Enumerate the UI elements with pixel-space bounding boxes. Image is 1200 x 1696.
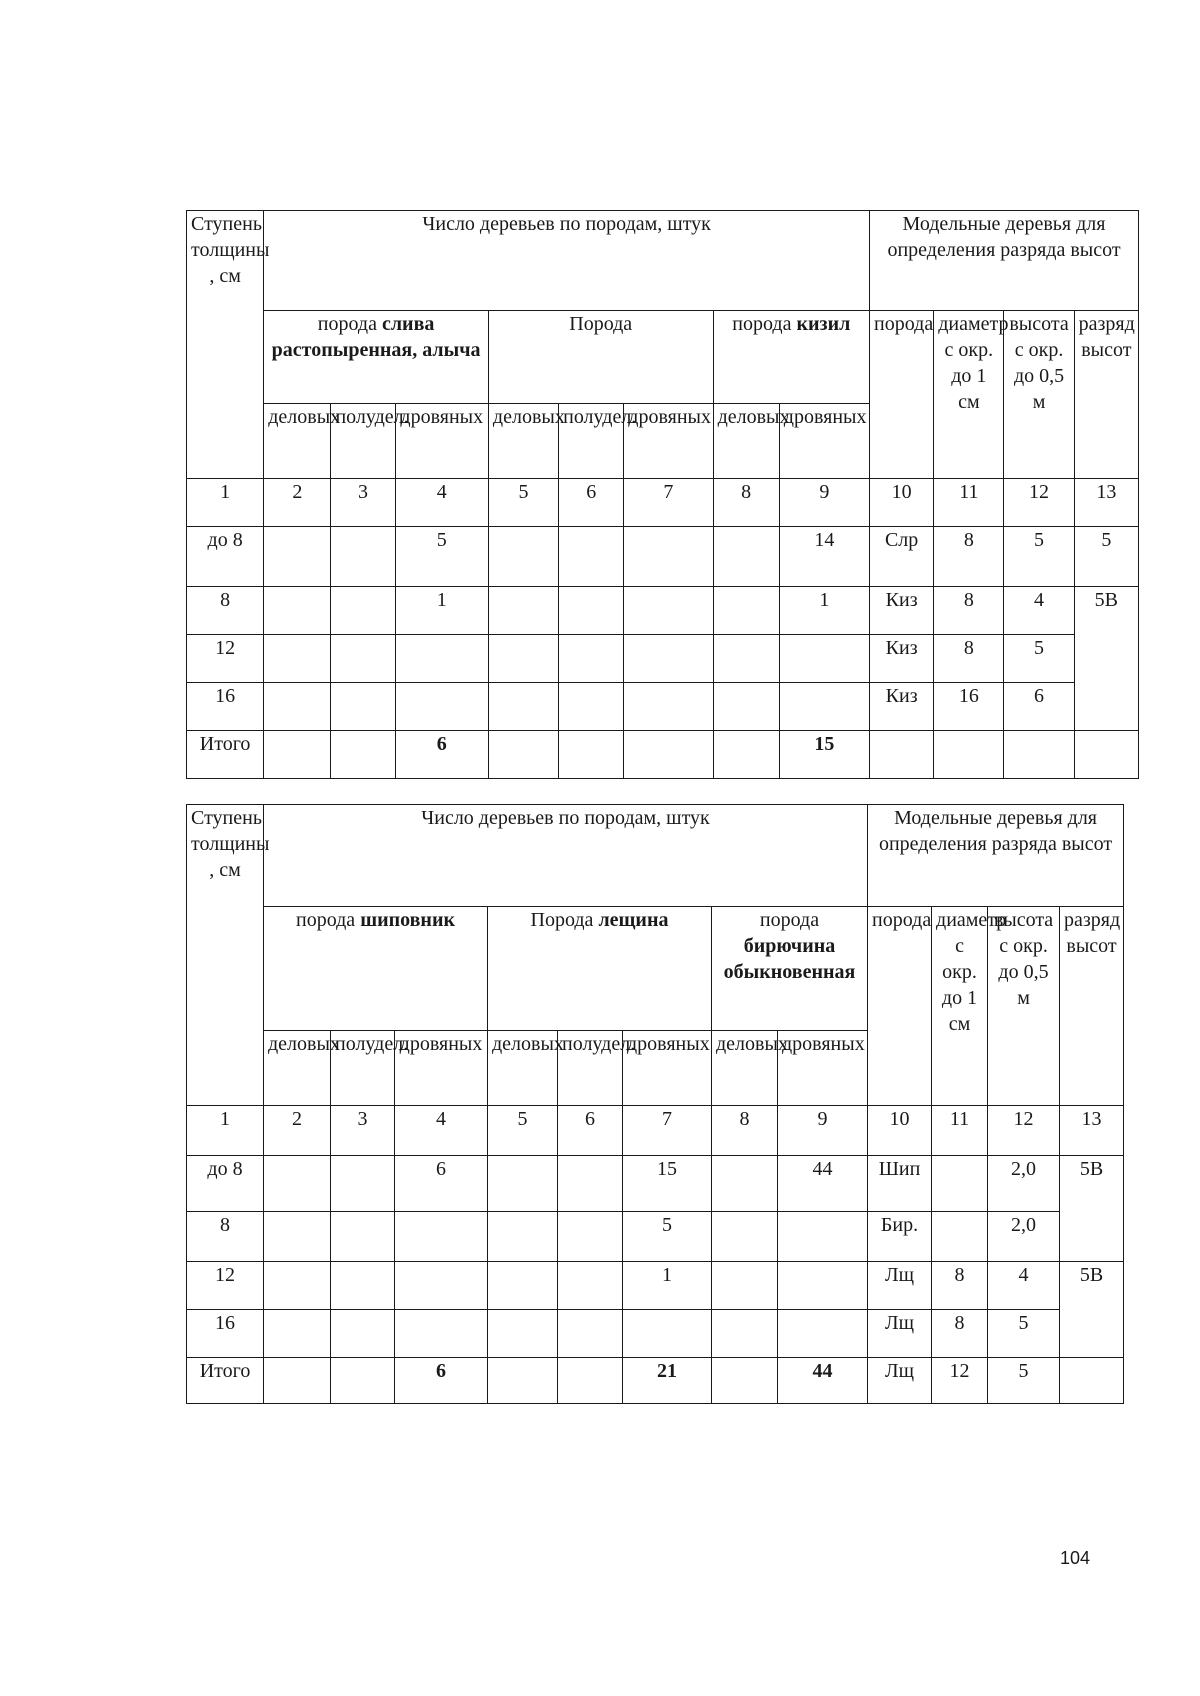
header-height: высота с окр. до 0,5 м: [988, 907, 1060, 1106]
height-cell: 2,0: [988, 1212, 1060, 1262]
header-height: высота с окр. до 0,5 м: [1004, 311, 1074, 479]
diameter-cell: 8: [934, 527, 1004, 587]
height-cell: 5: [988, 1358, 1060, 1404]
table-row: [187, 1212, 1124, 1262]
data-cell: [264, 1310, 331, 1358]
rank-cell: 5В: [1060, 1262, 1124, 1358]
data-cell: [1060, 1358, 1124, 1404]
subheader-cell: полудел.: [331, 1031, 395, 1106]
data-cell: [712, 1156, 778, 1212]
data-cell: [331, 1358, 395, 1404]
total-label: Итого: [187, 1358, 264, 1404]
data-cell: [624, 683, 713, 731]
data-cell: [488, 527, 558, 587]
column-number: 7: [623, 1106, 712, 1156]
header-thickness-step: Ступень толщины , см: [187, 211, 264, 479]
subheader-cell: деловых: [488, 1031, 558, 1106]
column-number: 8: [712, 1106, 778, 1156]
column-number: 4: [395, 1106, 488, 1156]
subheader-cell: дровяных: [395, 1031, 488, 1106]
header-height-rank: разряд высот: [1060, 907, 1124, 1106]
data-cell: [488, 1310, 558, 1358]
total-row: [187, 1358, 1124, 1404]
column-number-row: [187, 1106, 1124, 1156]
subheader-cell: дровяных: [778, 1031, 868, 1106]
data-cell: 6: [395, 1156, 488, 1212]
data-cell: [870, 731, 934, 779]
subheader-cell: полудел.: [331, 404, 395, 479]
header-thickness-step: Ступень толщины , см: [187, 805, 264, 1106]
height-cell: 5: [988, 1310, 1060, 1358]
poroda-cell: Лщ: [868, 1262, 932, 1310]
column-number: 3: [331, 479, 395, 527]
data-cell: [559, 587, 624, 635]
column-number: 10: [870, 479, 934, 527]
column-number: 10: [868, 1106, 932, 1156]
data-cell: [778, 1212, 868, 1262]
header-poroda: порода: [870, 311, 934, 479]
column-number: 7: [624, 479, 713, 527]
header-diameter: диаметр с окр. до 1 см: [932, 907, 988, 1106]
header-tree-count-group: Число деревьев по породам, штук: [264, 805, 868, 907]
header-height-rank: разряд высот: [1074, 311, 1138, 479]
data-cell: [488, 731, 558, 779]
data-cell: [778, 1310, 868, 1358]
data-cell: [264, 731, 331, 779]
column-number: 9: [778, 1106, 868, 1156]
subheader-cell: полудел.: [558, 1031, 623, 1106]
subheader-cell: деловых: [264, 404, 331, 479]
diameter-cell: [932, 1212, 988, 1262]
column-number: 5: [488, 1106, 558, 1156]
column-number: 12: [1004, 479, 1074, 527]
data-cell: [624, 731, 713, 779]
data-cell: [712, 1212, 778, 1262]
data-cell: [395, 1310, 488, 1358]
step-cell: 12: [187, 635, 264, 683]
header-model-trees: Модельные деревья для определения разряда высот: [868, 805, 1124, 907]
data-cell: [264, 635, 331, 683]
column-number: 11: [934, 479, 1004, 527]
table-row: [187, 1262, 1124, 1310]
column-number: 12: [988, 1106, 1060, 1156]
data-cell: [331, 587, 395, 635]
step-cell: 8: [187, 587, 264, 635]
diameter-cell: 12: [932, 1358, 988, 1404]
total-cell: 44: [778, 1358, 868, 1404]
total-cell: 6: [395, 731, 488, 779]
table-row: [187, 1156, 1124, 1212]
data-cell: [558, 1156, 623, 1212]
header-species-b: Порода: [488, 311, 713, 404]
data-cell: [713, 683, 779, 731]
data-cell: [331, 635, 395, 683]
step-cell: 16: [187, 1310, 264, 1358]
height-cell: 4: [988, 1262, 1060, 1310]
data-cell: [264, 1358, 331, 1404]
data-cell: [712, 1310, 778, 1358]
data-cell: [488, 1156, 558, 1212]
column-number: 5: [488, 479, 558, 527]
subheader-cell: дровяных: [624, 404, 713, 479]
subheader-cell: деловых: [713, 404, 779, 479]
data-cell: [395, 683, 488, 731]
data-cell: [713, 635, 779, 683]
data-cell: [559, 731, 624, 779]
data-cell: 1: [779, 587, 869, 635]
data-cell: [1074, 731, 1138, 779]
data-cell: [713, 527, 779, 587]
step-cell: до 8: [187, 1156, 264, 1212]
column-number: 1: [187, 1106, 264, 1156]
data-cell: [1004, 731, 1074, 779]
diameter-cell: 8: [934, 587, 1004, 635]
rank-cell: 5В: [1074, 587, 1138, 731]
table-row: [187, 1310, 1124, 1358]
poroda-cell: Киз: [870, 587, 934, 635]
data-cell: [713, 731, 779, 779]
data-cell: [779, 635, 869, 683]
poroda-cell: Лщ: [868, 1358, 932, 1404]
subheader-cell: полудел.: [559, 404, 624, 479]
data-cell: [395, 1212, 488, 1262]
data-cell: 1: [623, 1262, 712, 1310]
diameter-cell: 8: [934, 635, 1004, 683]
total-row: [187, 731, 1139, 779]
data-cell: [264, 683, 331, 731]
subheader-cell: дровяных: [623, 1031, 712, 1106]
poroda-cell: Лщ: [868, 1310, 932, 1358]
table-row: [187, 587, 1139, 635]
data-cell: [488, 1212, 558, 1262]
data-cell: [488, 1358, 558, 1404]
column-number: 6: [559, 479, 624, 527]
header-model-trees: Модельные деревья для определения разряда высот: [870, 211, 1139, 311]
column-number: 2: [264, 1106, 331, 1156]
data-cell: [264, 1262, 331, 1310]
column-number: 11: [932, 1106, 988, 1156]
data-cell: [488, 587, 558, 635]
header-tree-count-group: Число деревьев по породам, штук: [264, 211, 870, 311]
data-cell: [264, 587, 331, 635]
data-cell: [778, 1262, 868, 1310]
column-number: 1: [187, 479, 264, 527]
diameter-cell: [932, 1156, 988, 1212]
column-number: 6: [558, 1106, 623, 1156]
column-number: 9: [779, 479, 869, 527]
poroda-cell: Киз: [870, 683, 934, 731]
column-number: 13: [1060, 1106, 1124, 1156]
poroda-cell: Слр: [870, 527, 934, 587]
data-cell: [624, 587, 713, 635]
height-cell: 5: [1004, 635, 1074, 683]
data-cell: [264, 527, 331, 587]
height-cell: 5: [1004, 527, 1074, 587]
header-species-a: порода слива растопыренная, алыча: [264, 311, 489, 404]
column-number: 13: [1074, 479, 1138, 527]
poroda-cell: Киз: [870, 635, 934, 683]
data-cell: [779, 683, 869, 731]
data-cell: [331, 731, 395, 779]
subheader-cell: дровяных: [779, 404, 869, 479]
data-cell: [264, 1156, 331, 1212]
data-cell: [558, 1358, 623, 1404]
data-cell: [559, 683, 624, 731]
data-cell: [331, 683, 395, 731]
total-cell: 15: [779, 731, 869, 779]
column-number: 4: [395, 479, 488, 527]
height-cell: 2,0: [988, 1156, 1060, 1212]
data-cell: [624, 635, 713, 683]
total-cell: 21: [623, 1358, 712, 1404]
rank-cell: 5В: [1060, 1156, 1124, 1262]
data-cell: [558, 1310, 623, 1358]
height-cell: 6: [1004, 683, 1074, 731]
subheader-cell: деловых: [488, 404, 558, 479]
subheader-cell: дровяных: [395, 404, 488, 479]
header-species-c: порода кизил: [713, 311, 869, 404]
data-cell: [331, 1212, 395, 1262]
table-row: [187, 635, 1139, 683]
table-row: [187, 683, 1139, 731]
data-cell: [712, 1262, 778, 1310]
table-2: [186, 804, 1124, 1404]
column-number: 8: [713, 479, 779, 527]
height-cell: 4: [1004, 587, 1074, 635]
data-cell: [624, 527, 713, 587]
table-row: [187, 527, 1139, 587]
header-species-c: порода бирючина обыкновенная: [712, 907, 868, 1031]
header-species-b: Порода лещина: [488, 907, 712, 1031]
data-cell: [331, 1156, 395, 1212]
data-cell: 5: [395, 527, 488, 587]
data-cell: [395, 635, 488, 683]
header-species-a: порода шиповник: [264, 907, 488, 1031]
data-cell: [558, 1212, 623, 1262]
data-cell: [488, 1262, 558, 1310]
data-cell: 14: [779, 527, 869, 587]
data-cell: [488, 683, 558, 731]
subheader-cell: деловых: [712, 1031, 778, 1106]
step-cell: 16: [187, 683, 264, 731]
data-cell: [331, 1310, 395, 1358]
data-cell: 5: [623, 1212, 712, 1262]
data-cell: [712, 1358, 778, 1404]
step-cell: до 8: [187, 527, 264, 587]
total-label: Итого: [187, 731, 264, 779]
data-cell: [264, 1212, 331, 1262]
data-cell: [713, 587, 779, 635]
page-number: 104: [1060, 1548, 1091, 1568]
data-cell: [559, 527, 624, 587]
data-cell: 44: [778, 1156, 868, 1212]
data-cell: [395, 1262, 488, 1310]
total-cell: 6: [395, 1358, 488, 1404]
data-cell: [558, 1262, 623, 1310]
table-1: [186, 210, 1139, 779]
poroda-cell: Шип: [868, 1156, 932, 1212]
diameter-cell: 8: [932, 1262, 988, 1310]
rank-cell: 5: [1074, 527, 1138, 587]
step-cell: 8: [187, 1212, 264, 1262]
column-number: 2: [264, 479, 331, 527]
data-cell: 15: [623, 1156, 712, 1212]
data-cell: [623, 1310, 712, 1358]
data-cell: [488, 635, 558, 683]
column-number-row: [187, 479, 1139, 527]
data-cell: [331, 527, 395, 587]
data-cell: [331, 1262, 395, 1310]
step-cell: 12: [187, 1262, 264, 1310]
data-cell: [559, 635, 624, 683]
header-diameter: диаметр с окр. до 1 см: [934, 311, 1004, 479]
subheader-cell: деловых: [264, 1031, 331, 1106]
diameter-cell: 16: [934, 683, 1004, 731]
poroda-cell: Бир.: [868, 1212, 932, 1262]
column-number: 3: [331, 1106, 395, 1156]
diameter-cell: 8: [932, 1310, 988, 1358]
data-cell: [934, 731, 1004, 779]
header-poroda: порода: [868, 907, 932, 1106]
data-cell: 1: [395, 587, 488, 635]
